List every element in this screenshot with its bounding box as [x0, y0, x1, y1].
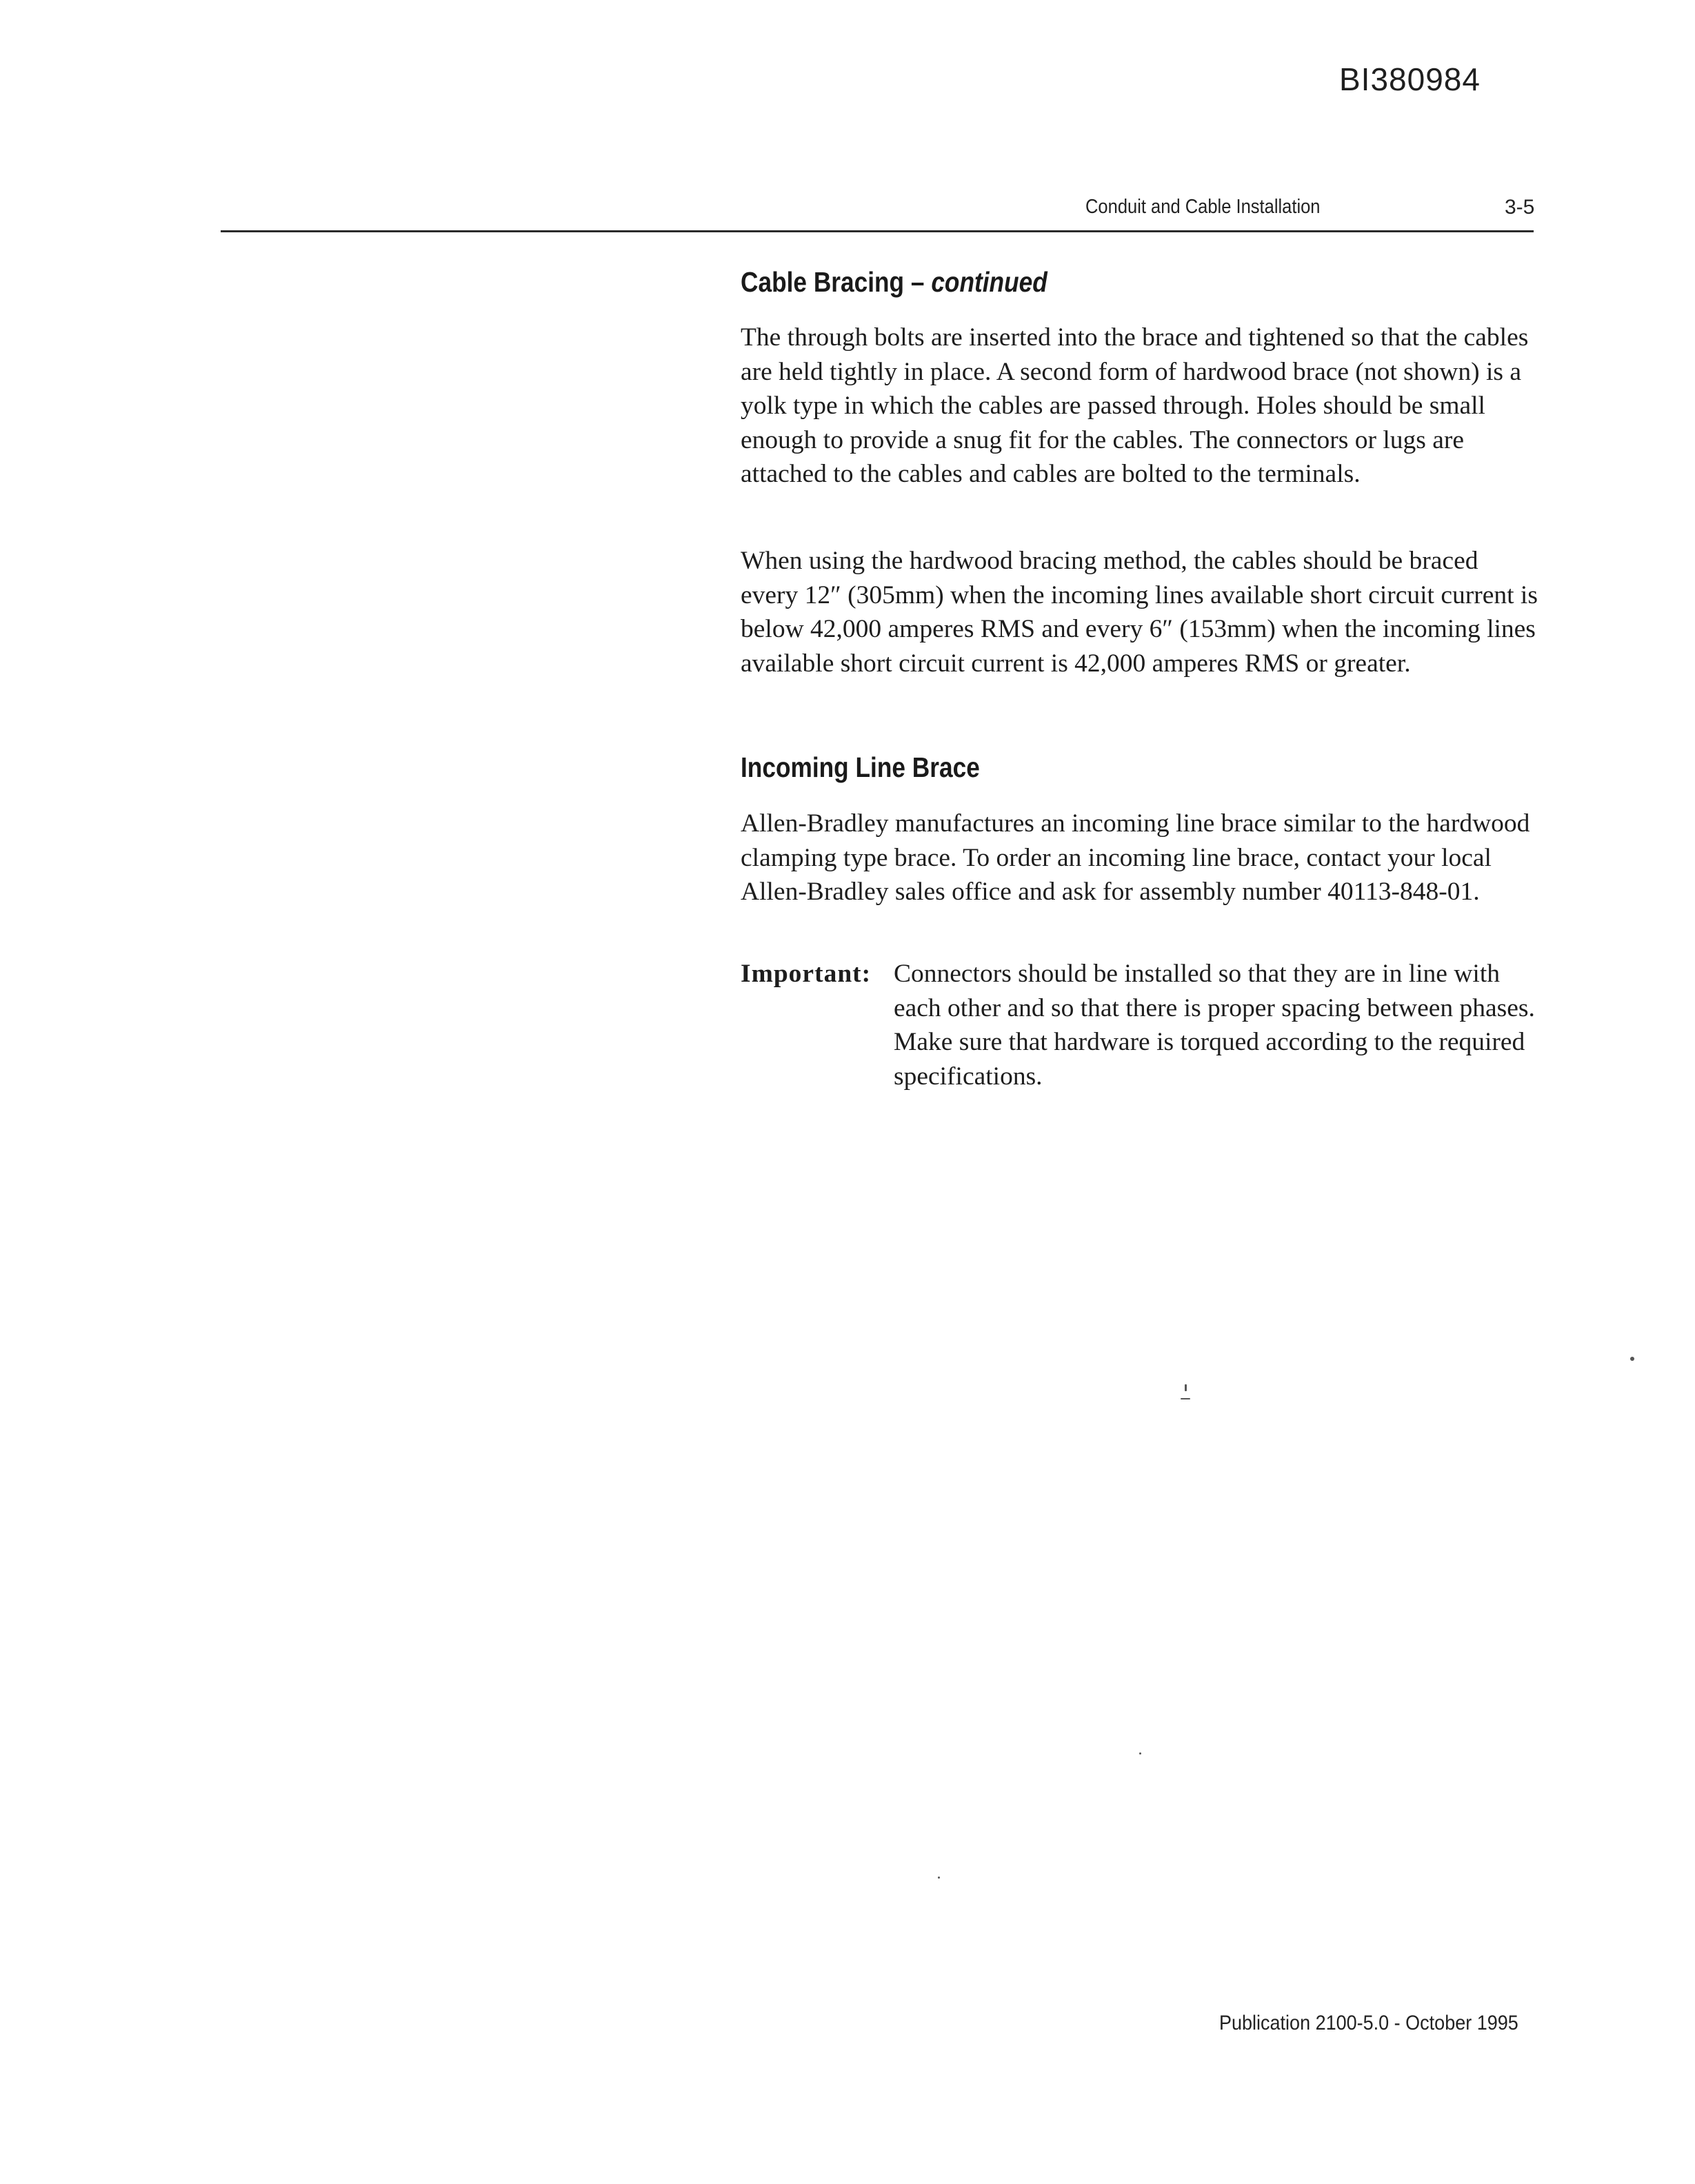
header-rule [221, 230, 1534, 232]
important-label: Important: [741, 960, 872, 988]
paragraph-through-bolts: The through bolts are inserted into the brace and tightened so that the cables are held tightly in place. A second form of hardwood brace (not shown) is a yolk type in which the cables are passed through. Holes should be small enough to provide a snug fit for the cables. The connectors or lugs are attached to the cables and cables are bolted to the terminals. [741, 323, 1529, 488]
running-head-title: Conduit and Cable Installation [1085, 196, 1321, 218]
scan-speck [1181, 1398, 1190, 1399]
scan-speck [1185, 1384, 1187, 1391]
heading-text: Cable Bracing [741, 266, 905, 298]
important-text: Connectors should be installed so that they are in line with each other and so that there is proper spacing between phases. Make sure that hardware is torqued according to the required specifications. [894, 960, 1535, 1091]
scan-speck [938, 1877, 940, 1879]
paragraph-incoming-line-brace: Allen-Bradley manufactures an incoming line brace similar to the hardwood clamping type brace. To order an incoming line brace, contact your local Allen-Bradley sales office and ask for assembly number 40113-848-01. [741, 809, 1530, 906]
page-number: 3-5 [1505, 196, 1535, 219]
heading-continued: continued [931, 266, 1047, 298]
scan-speck [1139, 1752, 1141, 1755]
section-heading-cable-bracing [741, 266, 1047, 299]
document-id: BI380984 [1339, 61, 1481, 97]
paragraph-hardwood-bracing: When using the hardwood bracing method, the cables should be braced every 12″ (305mm) when the incoming lines available short circuit current is below 42,000 amperes RMS and every 6″ (153mm) when the incoming lines available short circuit current is 42,000 amperes RMS or greater. [741, 547, 1538, 678]
scan-speck [1630, 1357, 1634, 1361]
heading-separator: – [904, 266, 932, 298]
footer-publication: Publication 2100-5.0 - October 1995 [1219, 2012, 1518, 2034]
section-heading-incoming-line-brace: Incoming Line Brace [741, 751, 980, 783]
